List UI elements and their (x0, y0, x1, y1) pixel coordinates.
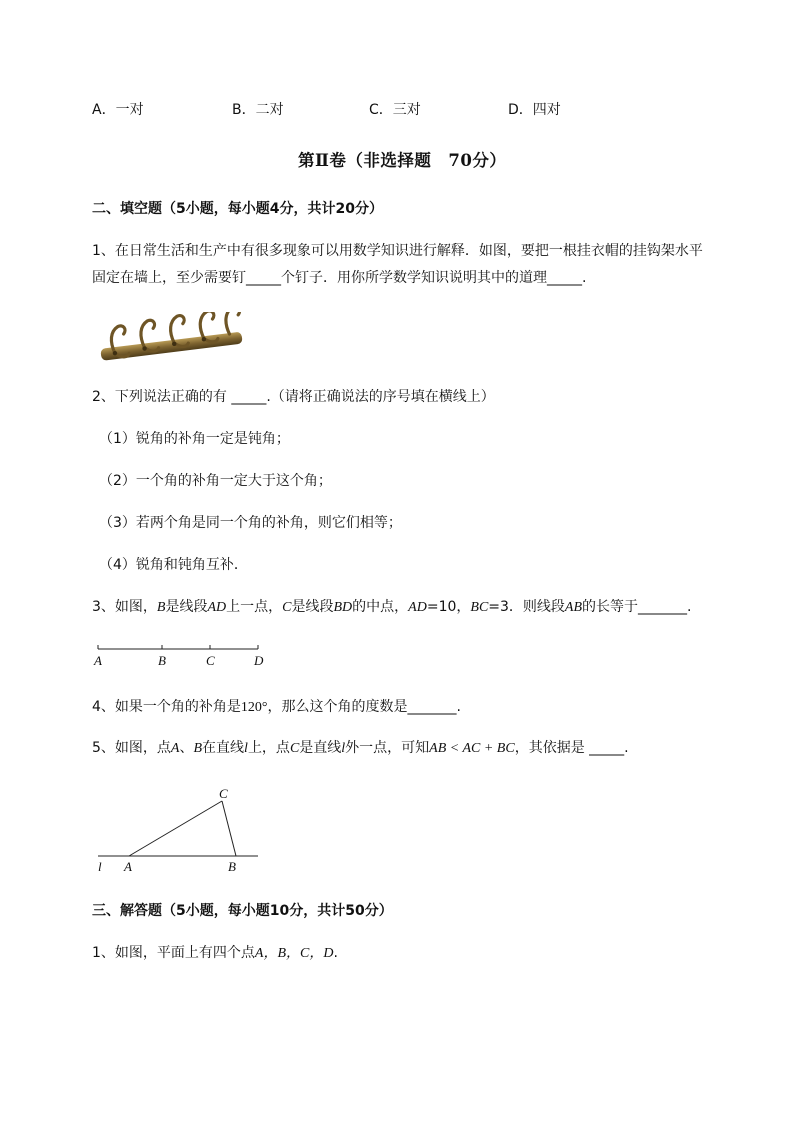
segment-ac (129, 801, 222, 856)
q1-line1: 1、在日常生活和生产中有很多现象可以用数学知识进行解释．如图，要把一根挂衣帽的挂钩架水平 (92, 243, 703, 259)
q1-line2: 固定在墙上，至少需要钉_____个钉子．用你所学数学知识说明其中的道理_____. (92, 270, 587, 286)
label-b: B (158, 653, 166, 668)
s3-q1-text: 1、如图，平面上有四个点A，B，C，D. (92, 945, 338, 961)
label-a: A (124, 859, 132, 874)
q2-item-4: （4）锐角和钝角互补． (99, 557, 248, 573)
q2-item-3: （3）若两个角是同一个角的补角，则它们相等； (99, 515, 402, 531)
q3-text: 3、如图，B是线段AD上一点，C是线段BD的中点，AD=10，BC=3．则线段AB的长等于_______. (92, 599, 692, 615)
label-a: A (94, 653, 102, 668)
q5-text: 5、如图，点A、B在直线l上，点C是直线l外一点，可知AB < AC + BC，其依据是 _____. (92, 740, 629, 756)
part2-title: 第Ⅱ卷（非选择题 70分） (298, 151, 507, 170)
q2-stem: 2、下列说法正确的有 _____.（请将正确说法的序号填在横线上） (92, 389, 495, 405)
triangle-diagram (88, 782, 263, 877)
label-b: B (228, 859, 236, 874)
q2-item-2: （2）一个角的补角一定大于这个角； (99, 473, 332, 489)
option-c: C．三对 (369, 102, 421, 118)
section2-heading: 二、填空题（5小题，每小题4分，共计20分） (92, 201, 383, 217)
label-c: C (219, 786, 228, 801)
section3-heading: 三、解答题（5小题，每小题10分，共计50分） (92, 903, 393, 919)
label-l: l (98, 859, 102, 874)
segment-diagram (88, 640, 273, 670)
label-c: C (206, 653, 215, 668)
coat-hook-rack-image (98, 312, 248, 364)
q4-text: 4、如果一个角的补角是120°，那么这个角的度数是_______. (92, 699, 461, 715)
option-b: B．二对 (232, 102, 284, 118)
option-d: D．四对 (508, 102, 561, 118)
segment-bc (222, 801, 236, 856)
label-d: D (254, 653, 264, 668)
q2-item-1: （1）锐角的补角一定是钝角； (99, 431, 290, 447)
option-a: A．一对 (92, 102, 144, 118)
